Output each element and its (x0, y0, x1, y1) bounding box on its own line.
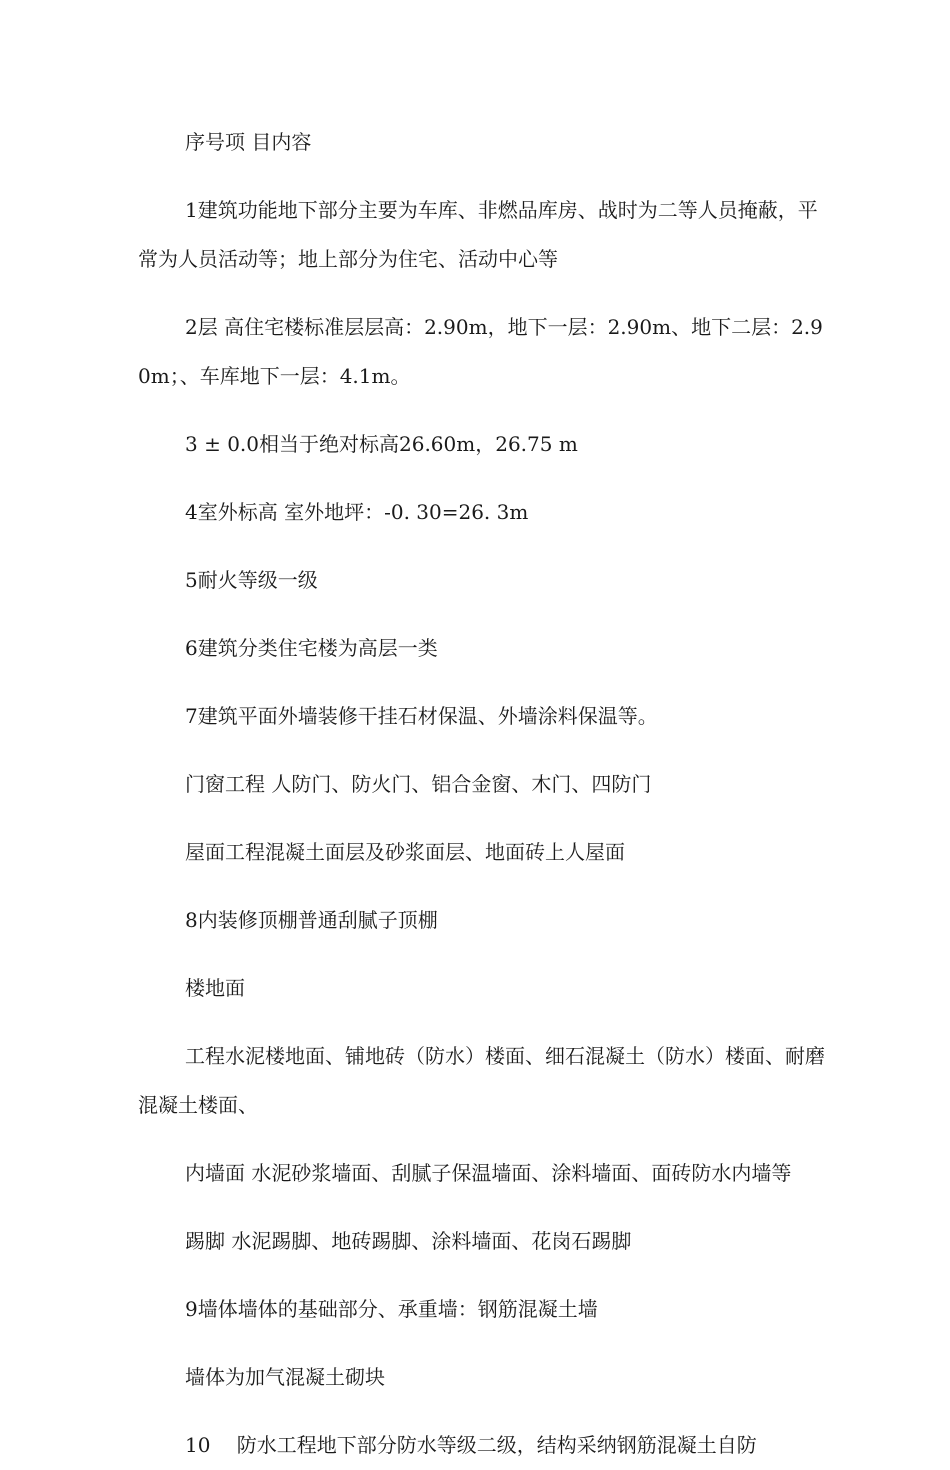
document-body (138, 118, 828, 1470)
paragraph-roofing: 屋面工程混凝土面层及砂浆面层、地面砖上人屋面 (185, 840, 625, 864)
paragraph-floor-heading: 楼地面 (185, 976, 245, 1000)
paragraph-skirting: 踢脚 水泥踢脚、地砖踢脚、涂料墙面、花岗石踢脚 (185, 1229, 632, 1253)
paragraph-elevation: 3 ± 0.0相当于绝对标高26.60m，26.75 m (185, 432, 578, 456)
paragraph-outdoor-elevation: 4室外标高 室外地坪：-0. 30=26. 3m (185, 500, 529, 524)
paragraph-fire-rating: 5耐火等级一级 (185, 568, 318, 592)
paragraph-ceiling: 8内装修顶棚普通刮腻子顶棚 (185, 908, 438, 932)
paragraph-header: 序号项 目内容 (185, 130, 312, 154)
paragraph-floor-height: 2层 高住宅楼标准层层高：2.90m，地下一层：2.90m、地下二层：2.90m；、车库地下一层：4.1m。 (138, 315, 823, 388)
paragraph-exterior-finish: 7建筑平面外墙装修干挂石材保温、外墙涂料保温等。 (185, 704, 658, 728)
paragraph-interior-wall: 内墙面 水泥砂浆墙面、刮腻子保温墙面、涂料墙面、面砖防水内墙等 (185, 1161, 792, 1185)
paragraph-wall-material: 墙体为加气混凝土砌块 (185, 1365, 385, 1389)
paragraph-wall-structure: 9墙体墙体的基础部分、承重墙：钢筋混凝土墙 (185, 1297, 598, 1321)
paragraph-building-function: 1建筑功能地下部分主要为车库、非燃品库房、战时为二等人员掩蔽，平常为人员活动等；地上部分为住宅、活动中心等 (138, 198, 818, 271)
paragraph-building-class: 6建筑分类住宅楼为高层一类 (185, 636, 438, 660)
paragraph-floor-finish: 工程水泥楼地面、铺地砖（防水）楼面、细石混凝土（防水）楼面、耐磨混凝土楼面、 (138, 1044, 825, 1117)
paragraph-doors-windows: 门窗工程 人防门、防火门、铝合金窗、木门、四防门 (185, 772, 652, 796)
paragraph-waterproofing: 10 防水工程地下部分防水等级二级，结构采纳钢筋混凝土自防 (185, 1433, 757, 1457)
